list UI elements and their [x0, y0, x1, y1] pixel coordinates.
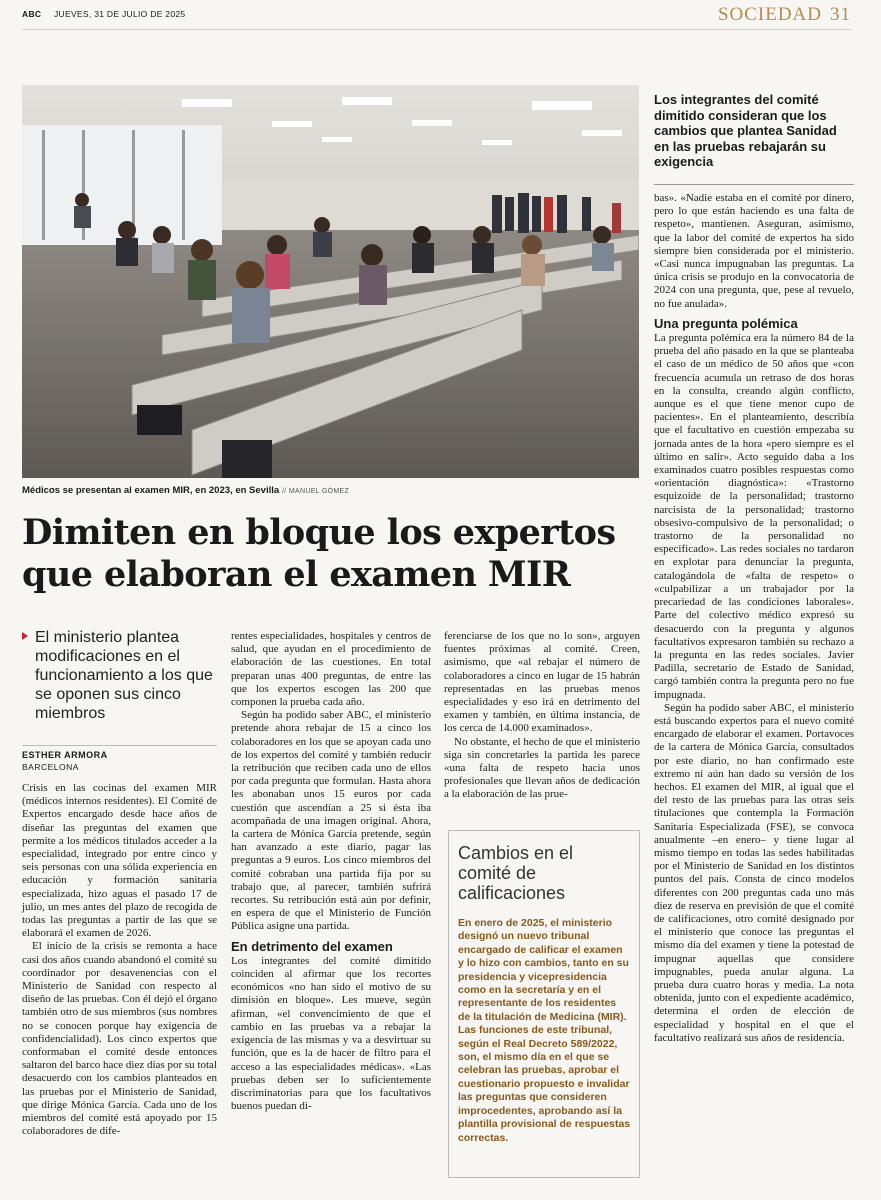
newspaper-name: ABC [22, 9, 42, 19]
article-headline: Dimiten en bloque los expertos que elaboran el examen MIR [22, 512, 616, 595]
paragraph: El inicio de la crisis se remonta a hace casi dos años cuando abandonó el comité su coordinador por desavenencias con el Ministerio de Sanidad con respecto al diseño de las pruebas. Con él dejó el órgano también otro de sus miembros (sus nombres no se conocen porque hay exigencia de confidencialidad). Los cinco expertos que conformaban el comité desde entonces saltaron del barco hace diez días por su total desacuerdo con los cambios planteados en las pruebas por el Ministerio de Sanidad, que dirige Mónica García. Cada uno de los miembros del comité está apoyado por 15 colaboradores de dife- [22, 940, 217, 1138]
photo-caption [22, 485, 349, 496]
dateline-city: BARCELONA [22, 762, 79, 772]
column-3 [444, 630, 640, 802]
paragraph: rentes especialidades, hospitales y centros de salud, que ayudan en el procedimiento de elaboración de las cuestiones. En total preparan unas 400 preguntas, de entre las que los expertos escogen las 200 que componen la prueba cada año. [231, 630, 431, 709]
header-divider [22, 29, 851, 30]
caption-text: Médicos se presentan al examen MIR, en 2023, en Sevilla [22, 485, 280, 496]
byline [22, 745, 217, 772]
paragraph: Los integrantes del comité dimitido coinciden al afirmar que los recortes económicos «no han sido el motivo de su dimisión en bloque». Les mueve, según afirman, «el convencimiento de que el cambio en las pruebas va a rebajar la exigencia de las mismas y va a desvirtuar su función, que es la de hacer de filtro para el acceso a las especialidades médicas». «Las pruebas deben ser lo suficientemente discriminatorias para que los facultativos buenos puedan di- [231, 954, 431, 1113]
exam-hall-illustration [22, 85, 639, 478]
sidebar-body: En enero de 2025, el ministerio designó un nuevo tribunal encargado de calificar el examen y lo hizo con cambios, tanto en su presidencia y vicepresidencia como en la secretaría y en el representante de los residentes de la titulación de Medicina (MIR). Las funciones de este tribunal, según el Real Decreto 589/2022, son, el mismo día en el que se celebran las pruebas, aprobar el cuestionario propuesto e invalidar las preguntas que consideren improcedentes, aprobando así la plantilla provisional de respuestas correctas. [458, 917, 631, 1144]
section-name: SOCIEDAD [717, 4, 822, 25]
sidebar-title: Cambios en el comité de calificaciones [458, 843, 574, 903]
paragraph: Según ha podido saber ABC, el ministerio pretende ahora rebajar de 15 a cinco los colaboradores en los que se apoyan cada uno de los expertos del comité y también reducir la retribución que reciben cada uno de ellos por cada pregunta que formulan. Hasta ahora les abonaban unos 15 euros por cada cuestión que ascendían a 25 si ésta iba acompañada de una imagen original. Ahora, la cartera de Mónica García pretende, según han avanzado a este diario, pagar las preguntas a 9 euros. Los cinco miembros del comité cobraban una partida fija por su trabajo que, al parecer, también sufrirá recortes. Su retribución está aún por definir, en espera de que el Ministerio de Función Pública asigne una partida. [231, 709, 431, 933]
bullet-triangle-icon [22, 632, 28, 640]
deck-text: El ministerio plantea modificaciones en el funcionamiento a los que se oponen sus cinco miembros [35, 629, 213, 722]
section-header [718, 4, 851, 26]
column-1 [22, 782, 217, 1138]
photo-credit: // MANUEL GÓMEZ [282, 488, 350, 495]
paragraph: La pregunta polémica era la número 84 de la prueba del año pasado en la que se planteaba el caso de un médico de 50 años que «con frecuencia acumula un retraso de dos horas en la consulta, creando algún conflicto, aunque es el que tiene menor cupo de pacientes». En el planteamiento, describía que el facultativo en cuestión empezaba su jornada antes de la hora «pero siempre es el último en salir». Acto seguido daba a los examinados cuatro posibles respuestas como «orientación diagnóstica»: «Trastorno esquizoide de la personalidad; trastorno narcisista de la personalidad; trastorno obsesivo-compulsivo de la personalidad; o trastorno de la personalidad no especificado». Las redes sociales no tardaron en explotar para denunciar la pregunta, catalogándola de «falta de respeto» o «culpabilizar a un trabajador por la precariedad de las condiciones laborales». Parte del colectivo médico expresó su desacuerdo con la pregunta y algunos facultativos expresaron también su rechazo a la pregunta en las redes sociales. Javier Padilla, secretario de Estado de Sanidad, cargó también contra la pregunta pero no fue impugnada. [654, 332, 854, 701]
pull-quote-divider [654, 184, 854, 185]
paragraph: Crisis en las cocinas del examen MIR (médicos internos residentes). El Comité de Expertos encargado desde hace años de diseñar las preguntas del examen que permite a los médicos titulados acceder a la especialidad, integrado por entre cinco y seis personas con una sólida experiencia en educación y formación sanitaria especializada, hizo aguas el pasado 17 de julio, un mes antes del plazo de recogida de todas las preguntas a partir de las que se elaborará el examen de 2026. [22, 782, 217, 940]
author-name: ESTHER ARMORA [22, 750, 108, 760]
exam-hall-photo [22, 85, 639, 478]
paragraph: ferenciarse de los que no lo son», arguyen fuentes próximas al comité. Creen, asimismo, que «al rebajar el número de colaboradores a cinco en lugar de 15 habrán representadas en las pruebas menos especialidades y eso irá en detrimento del examen y también, en última instancia, de los cerca de 14.000 examinados». [444, 630, 640, 735]
subhead-pregunta: Una pregunta polémica [654, 315, 798, 331]
paragraph: No obstante, el hecho de que el ministerio siga sin concretarles la partida les parece «una falta de respeto hacia unos profesionales que llevan años de dedicación a la elaboración de las prue- [444, 735, 640, 801]
paragraph: bas». «Nadie estaba en el comité por dinero, pero lo que están haciendo es una falta de respeto», mantienen. Aseguran, asimismo, que la labor del comité de expertos ha sido siempre bien considerada por el ministerio. «Casi nunca impugnaban las preguntas. La única crisis se produjo en la convocatoria de 2024 con una pregunta, que, pese al revuelo, no fue anulada». [654, 192, 854, 310]
paragraph: Según ha podido saber ABC, el ministerio está buscando expertos para el nuevo comité encargado de elaborar el examen. Portavoces de la cartera de Mónica García, consultados por este diario, no han confirmado este extremo ni aún han dado su versión de los hechos. El examen del MIR, al igual que el del resto de las pruebas para las otras seis titulaciones que contempla la Formación Sanitaria Especializada (FSE), se convoca anualmente –en enero– y tiene lugar al mismo tiempo en todas las sedes habilitadas por el Ministerio de Sanidad en los distintos puntos del país. Consta de cinco modelos diferentes con 200 preguntas cada uno más diez de reserva en previsión de que el comité de calificaciones, otro comité designado por el ministerio que conoce las preguntas el mismo día del examen y tiene la potestad de impugnar aquellas que considere impugnables, pueda anular alguna. La prueba dura cuatro horas y media. La nota obtenida, junto con el expediente académico, determina el orden de elección de especialidad y hospital en el que el facultativo realizará sus años de residencia. [654, 701, 854, 1044]
pull-quote: Los integrantes del comité dimitido consideran que los cambios que plantea Sanidad en las pruebas rebajarán su exigencia [654, 92, 837, 169]
issue-date: JUEVES, 31 DE JULIO DE 2025 [54, 9, 186, 19]
column-4 [654, 192, 854, 1045]
page-header-left [22, 9, 185, 19]
article-deck [22, 628, 217, 723]
sidebar-box [448, 830, 640, 1178]
page-number: 31 [830, 4, 851, 25]
column-2 [231, 630, 431, 1113]
subhead-detrimento: En detrimento del examen [231, 938, 393, 954]
